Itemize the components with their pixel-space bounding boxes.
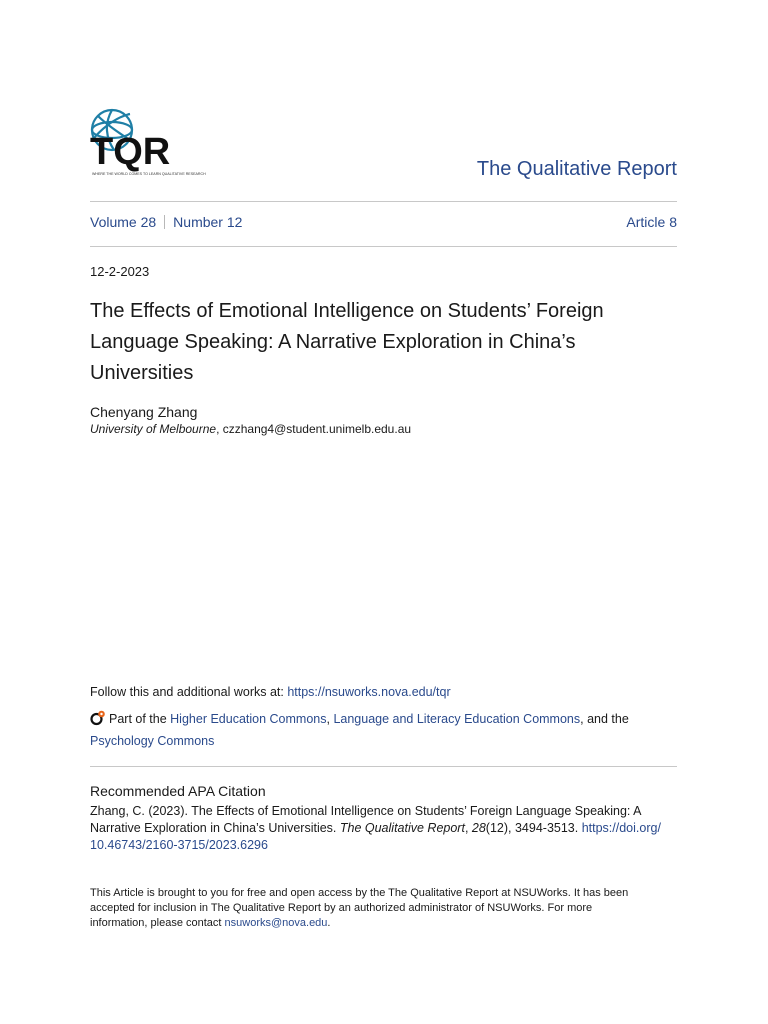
repository-link[interactable]: https://nsuworks.nova.edu/tqr <box>287 685 451 699</box>
citation-volume: 28 <box>471 821 486 835</box>
follow-label: Follow this and additional works at: <box>90 685 288 699</box>
apa-citation <box>90 803 678 854</box>
header-divider <box>90 201 677 202</box>
issue-separator <box>164 215 165 229</box>
affiliation-institution: University of Melbourne <box>90 422 217 436</box>
open-access-notice <box>90 886 650 931</box>
citation-text: Zhang, C. (2023). The Effects of Emotional Intelligence on Students’ Foreign Language Speaking: A Narrative Exploration in China’s Universities. <box>90 804 641 835</box>
author-name: Chenyang Zhang <box>90 404 198 420</box>
doi-link-line2: 10.46743/2160-3715/2023.6296 <box>90 838 268 852</box>
contact-email-link[interactable]: nsuworks@nova.edu <box>224 917 328 929</box>
citation-journal: The Qualitative Report <box>339 821 465 835</box>
higher-education-commons-link[interactable]: Higher Education Commons <box>170 712 327 726</box>
commons-separator: , <box>326 712 334 726</box>
logo-wordmark: TQR <box>90 131 171 173</box>
and-the-label: , and the <box>580 712 629 726</box>
number-link[interactable]: Number 12 <box>173 214 243 230</box>
part-of-commons <box>90 708 680 752</box>
psychology-commons-link[interactable]: Psychology Commons <box>90 734 215 748</box>
issue-info <box>90 214 242 230</box>
author-email: , czzhang4@student.unimelb.edu.au <box>216 422 412 436</box>
publication-date: 12-2-2023 <box>90 264 150 279</box>
citation-heading: Recommended APA Citation <box>90 783 266 799</box>
journal-title-link[interactable]: The Qualitative Report <box>476 158 677 180</box>
issue-divider <box>90 246 677 247</box>
issue-bar <box>90 214 677 232</box>
article-title: The Effects of Emotional Intelligence on Students’ Foreign Language Speaking: A Narrative Exploration in China’s Universities <box>90 300 604 384</box>
citation-pages: (12), 3494-3513. <box>485 821 582 835</box>
commons-network-icon <box>90 710 106 726</box>
article-number-link[interactable]: Article 8 <box>626 214 677 230</box>
language-literacy-commons-link[interactable]: Language and Literacy Education Commons <box>333 712 581 726</box>
follow-line <box>90 685 451 699</box>
notice-text: This Article is brought to you for free and open access by the The Qualitative Report at NSUWorks. It has been accepted for inclusion in The Qualitative Report by an authorized administrator of NSUWorks. For more information, please contact <box>90 887 629 929</box>
part-of-label: Part of the <box>109 712 171 726</box>
author-affiliation <box>90 422 411 436</box>
volume-link[interactable]: Volume 28 <box>90 214 157 230</box>
logo-tagline: WHERE THE WORLD COMES TO LEARN QUALITATIVE RESEARCH <box>92 172 206 176</box>
doi-link-line1: https://doi.org/ <box>581 821 661 835</box>
tqr-logo <box>88 106 206 182</box>
citation-divider <box>90 766 677 767</box>
citation-comma: , <box>464 821 472 835</box>
notice-end: . <box>327 917 331 929</box>
